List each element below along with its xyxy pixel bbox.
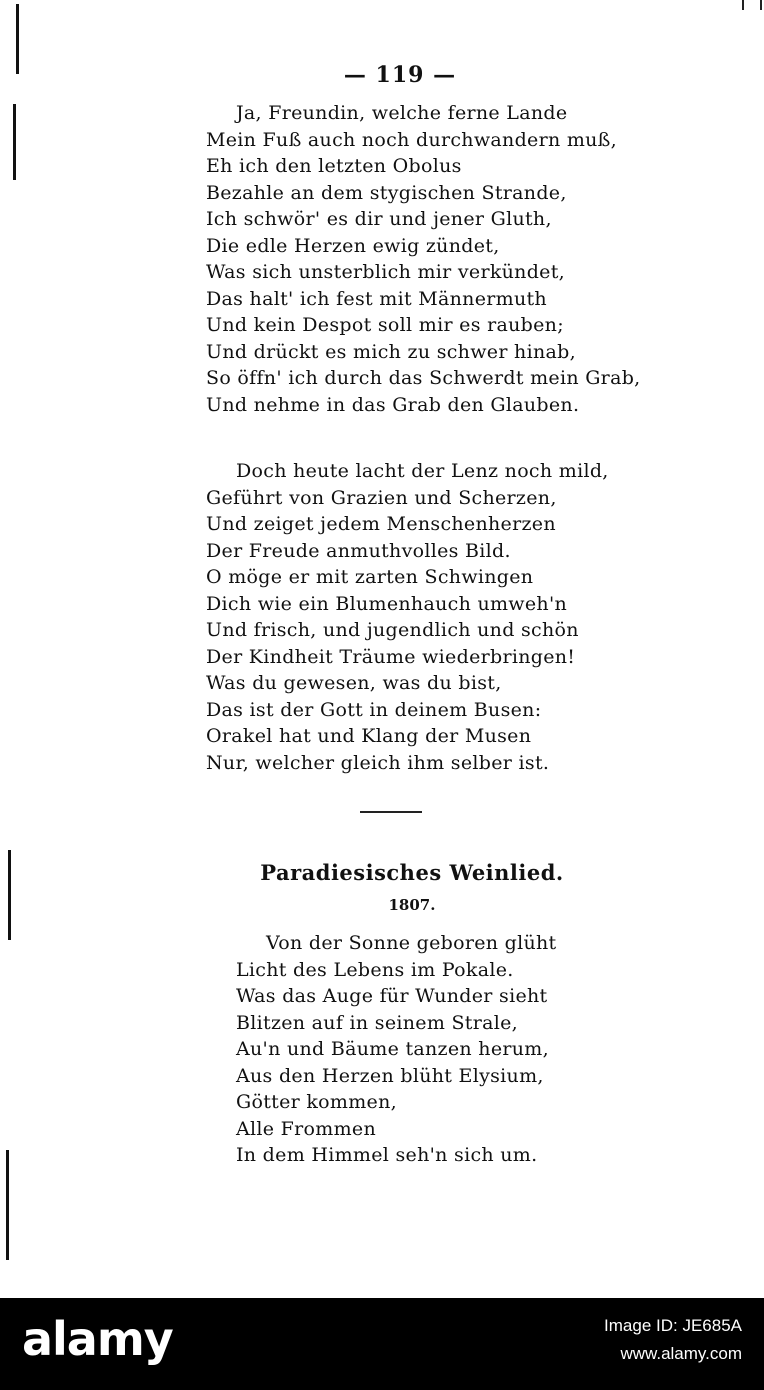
section-divider bbox=[360, 811, 422, 813]
verse-line: Alle Frommen bbox=[236, 1117, 376, 1140]
poem-year: 1807. bbox=[388, 896, 436, 914]
stanza-3 bbox=[236, 930, 557, 1169]
image-id: Image ID: JE685A bbox=[604, 1316, 742, 1335]
verse-line: Der Kindheit Träume wiederbringen! bbox=[206, 645, 576, 668]
scan-edge-mark bbox=[16, 4, 19, 74]
verse-line: Orakel hat und Klang der Musen bbox=[206, 725, 532, 747]
verse-line: Aus den Herzen blüht Elysium, bbox=[236, 1064, 544, 1087]
verse-line: Mein Fuß auch noch durchwandern muß, bbox=[206, 128, 618, 151]
stanza-2 bbox=[206, 458, 609, 776]
verse-line: Die edle Herzen ewig zündet, bbox=[206, 234, 500, 257]
verse-line: Licht des Lebens im Pokale. bbox=[236, 958, 514, 981]
scan-edge-mark bbox=[13, 104, 16, 180]
verse-line: Ich schwör' es dir und jener Gluth, bbox=[206, 208, 552, 230]
verse-line: Von der Sonne geboren glüht bbox=[266, 932, 557, 954]
verse-line: Bezahle an dem stygischen Strande, bbox=[206, 181, 567, 204]
verse-line: Geführt von Grazien und Scherzen, bbox=[206, 486, 557, 509]
watermark-url: www.alamy.com bbox=[620, 1344, 742, 1363]
watermark-banner bbox=[0, 1298, 764, 1390]
verse-line: In dem Himmel seh'n sich um. bbox=[236, 1144, 538, 1166]
alamy-logo: alamy bbox=[22, 1312, 173, 1366]
verse-line: O möge er mit zarten Schwingen bbox=[206, 566, 534, 588]
verse-line: Das ist der Gott in deinem Busen: bbox=[206, 698, 542, 721]
verse-line: Und nehme in das Grab den Glauben. bbox=[206, 393, 580, 416]
verse-line: So öffn' ich durch das Schwerdt mein Grab, bbox=[206, 367, 641, 389]
verse-line: Das halt' ich fest mit Männermuth bbox=[206, 287, 547, 310]
verse-line: Und drückt es mich zu schwer hinab, bbox=[206, 340, 576, 363]
page-number: — 119 — bbox=[343, 62, 457, 88]
verse-line: Was das Auge für Wunder sieht bbox=[236, 985, 548, 1007]
verse-line: Der Freude anmuthvolles Bild. bbox=[206, 539, 511, 562]
verse-line: Eh ich den letzten Obolus bbox=[206, 155, 462, 177]
scan-edge-mark bbox=[6, 1150, 9, 1260]
verse-line: Dich wie ein Blumenhauch umweh'n bbox=[206, 592, 567, 615]
verse-line: Ja, Freundin, welche ferne Lande bbox=[236, 102, 568, 124]
verse-line: Blitzen auf in seinem Strale, bbox=[236, 1011, 519, 1034]
verse-line: Au'n und Bäume tanzen herum, bbox=[236, 1038, 549, 1060]
verse-line: Doch heute lacht der Lenz noch mild, bbox=[236, 460, 609, 482]
poem-title: Paradiesisches Weinlied. bbox=[260, 860, 564, 885]
verse-line: Nur, welcher gleich ihm selber ist. bbox=[206, 751, 550, 774]
stanza-1 bbox=[206, 100, 641, 418]
verse-line: Was sich unsterblich mir verkündet, bbox=[206, 261, 566, 283]
verse-line: Was du gewesen, was du bist, bbox=[206, 672, 502, 694]
verse-line: Und zeiget jedem Menschenherzen bbox=[206, 513, 556, 535]
verse-line: Und kein Despot soll mir es rauben; bbox=[206, 314, 564, 336]
scan-corner-mark bbox=[742, 0, 762, 10]
verse-line: Götter kommen, bbox=[236, 1091, 397, 1113]
verse-line: Und frisch, und jugendlich und schön bbox=[206, 619, 579, 641]
scan-edge-mark bbox=[8, 850, 11, 940]
